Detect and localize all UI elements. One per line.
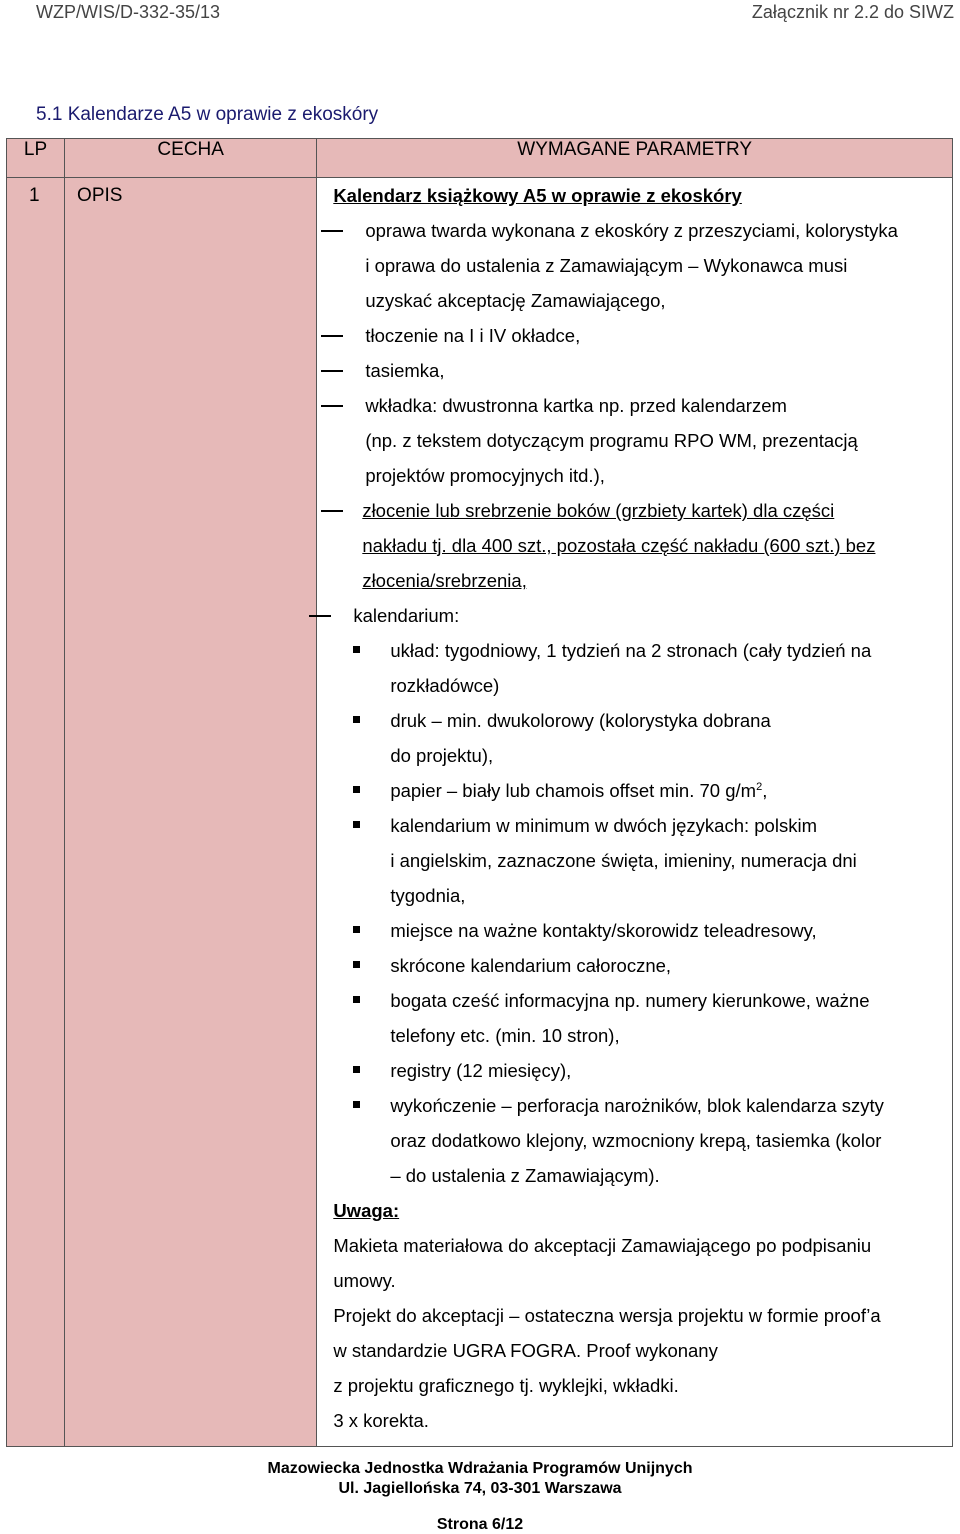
header-params: WYMAGANE PARAMETRY [317, 139, 953, 178]
table-row [7, 178, 953, 1447]
header-cecha: CECHA [65, 139, 317, 178]
list-item: nakładu tj. dla 400 szt., pozostała część nakładu (600 szt.) bez [362, 535, 876, 556]
list-item: tłoczenie na I i IV okładce, [317, 318, 952, 353]
list-item: uzyskać akceptację Zamawiającego, [365, 290, 666, 311]
dash-bullet [321, 510, 343, 512]
attachment-label: Załącznik nr 2.2 do SIWZ [751, 2, 954, 22]
list-item: miejsce na ważne kontakty/skorowidz teleadresowy, [317, 913, 952, 948]
list-item: skrócone kalendarium całoroczne, [317, 948, 952, 983]
square-bullet [353, 821, 360, 828]
params-heading: Kalendarz książkowy A5 w oprawie z ekoskóry [333, 185, 742, 206]
list-item: złocenia/srebrzenia, [362, 570, 527, 591]
dash-bullet [321, 405, 343, 407]
note-line: z projektu graficznego tj. wyklejki, wkładki. [333, 1375, 679, 1396]
list-item: bogata cześć informacyjna np. numery kierunkowe, ważne [317, 983, 952, 1018]
table-header-row [7, 139, 953, 178]
list-item: (np. z tekstem dotyczącym programu RPO WM, prezentacją [365, 430, 858, 451]
square-bullet [353, 786, 360, 793]
list-item: rozkładówce) [390, 675, 500, 696]
dash-bullet [321, 370, 343, 372]
square-bullet [353, 996, 360, 1003]
list-item: układ: tygodniowy, 1 tydzień na 2 stronach (cały tydzień na [317, 633, 952, 668]
note-line: umowy. [333, 1270, 396, 1291]
list-item: tasiemka, [317, 353, 952, 388]
square-bullet [353, 1066, 360, 1073]
list-item: do projektu), [390, 745, 494, 766]
note-line: Projekt do akceptacji – ostateczna wersja projektu w formie proof’a [333, 1305, 881, 1326]
footer-organization: Mazowiecka Jednostka Wdrażania Programów Unijnych [267, 1460, 693, 1477]
square-bullet [353, 646, 360, 653]
row-params [317, 178, 953, 1447]
list-item: kalendarium w minimum w dwóch językach: polskim [317, 808, 952, 843]
list-item: wykończenie – perforacja narożników, blok kalendarza szyty [317, 1088, 952, 1123]
list-item: oraz dodatkowo klejony, wzmocniony krepą, tasiemka (kolor [390, 1130, 882, 1151]
list-item: druk – min. dwukolorowy (kolorystyka dobrana [317, 703, 952, 738]
dash-bullet [309, 615, 331, 617]
footer-address: Ul. Jagiellońska 74, 03-301 Warszawa [338, 1480, 622, 1497]
list-item: i oprawa do ustalenia z Zamawiającym – Wykonawca musi [365, 255, 848, 276]
dash-bullet [321, 230, 343, 232]
specification-table [6, 138, 953, 1447]
document-reference: WZP/WIS/D-332-35/13 [36, 2, 221, 22]
row-number: 1 [7, 178, 65, 1447]
list-item: – do ustalenia z Zamawiającym). [390, 1165, 660, 1186]
note-line: w standardzie UGRA FOGRA. Proof wykonany [333, 1340, 718, 1361]
dash-bullet [321, 335, 343, 337]
list-item: wkładka: dwustronna kartka np. przed kalendarzem [317, 388, 952, 423]
list-item: kalendarium: [317, 598, 952, 633]
list-item: oprawa twarda wykonana z ekoskóry z przeszyciami, kolorystyka [317, 213, 952, 248]
list-item: tygodnia, [390, 885, 466, 906]
square-bullet [353, 926, 360, 933]
list-item: telefony etc. (min. 10 stron), [390, 1025, 620, 1046]
page-number: Strona 6/12 [436, 1516, 524, 1533]
note-label: Uwaga: [333, 1200, 400, 1221]
list-item: registry (12 miesięcy), [317, 1053, 952, 1088]
section-title: 5.1 Kalendarze A5 w oprawie z ekoskóry [36, 104, 379, 125]
list-item: i angielskim, zaznaczone święta, imieniny, numeracja dni [390, 850, 857, 871]
square-bullet [353, 1101, 360, 1108]
note-line: 3 x korekta. [333, 1410, 429, 1431]
note-line: Makieta materiałowa do akceptacji Zamawiającego po podpisaniu [333, 1235, 872, 1256]
square-bullet [353, 716, 360, 723]
row-cecha: OPIS [65, 178, 317, 1447]
list-item: złocenie lub srebrzenie boków (grzbiety kartek) dla części [317, 493, 952, 528]
square-bullet [353, 961, 360, 968]
header-lp: LP [7, 139, 65, 178]
list-item: papier – biały lub chamois offset min. 70 $g/m^2$, [317, 773, 952, 808]
list-item: projektów promocyjnych itd.), [365, 465, 605, 486]
